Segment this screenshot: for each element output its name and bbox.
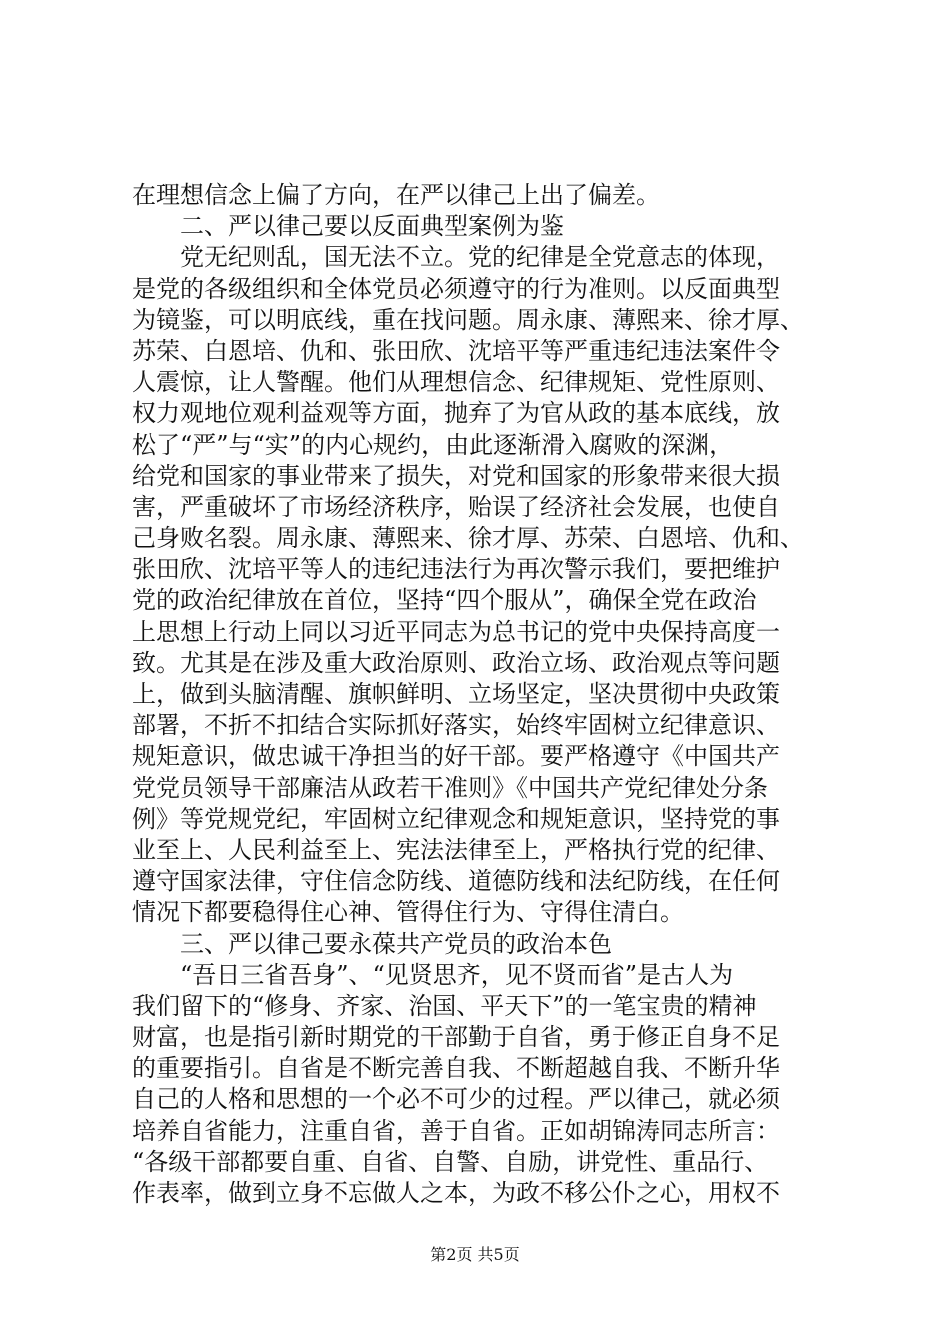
text-line: “吾日三省吾身”、“见贤思齐，见不贤而省”是古人为 — [132, 960, 734, 989]
text-line: 党无纪则乱，国无法不立。党的纪律是全党意志的体现， — [132, 243, 780, 272]
text-line: 松了“严”与“实”的内心规约，由此逐渐滑入腐败的深渊， — [132, 430, 734, 459]
text-line: 作表率，做到立身不忘做人之本，为政不移公仆之心，用权不 — [132, 1179, 780, 1207]
page-footer — [0, 1242, 950, 1265]
text-line: 是党的各级组织和全体党员必须遵守的行为准则。以反面典型 — [132, 274, 780, 303]
text-line: 权力观地位观利益观等方面，抛弃了为官从政的基本底线，放 — [132, 399, 780, 428]
text-line: 苏荣、白恩培、仇和、张田欣、沈培平等严重违纪违法案件令 — [132, 336, 780, 365]
text-line: 党的政治纪律放在首位，坚持“四个服从”，确保全党在政治 — [132, 586, 757, 615]
text-line: 致。尤其是在涉及重大政治原则、政治立场、政治观点等问题 — [132, 648, 780, 677]
text-line: 上，做到头脑清醒、旗帜鲜明、立场坚定，坚决贯彻中央政策 — [132, 680, 780, 708]
document-body — [132, 180, 822, 1209]
text-line: 张田欣、沈培平等人的违纪违法行为再次警示我们，要把维护 — [132, 555, 780, 584]
text-line: 情况下都要稳得住心神、管得住行为、守得住清白。 — [132, 898, 684, 927]
text-line: 部署，不折不扣结合实际抓好落实，始终牢固树立纪律意识、 — [132, 711, 780, 740]
text-line: 害，严重破坏了市场经济秩序，贻误了经济社会发展，也使自 — [132, 492, 780, 521]
text-line: 己身败名裂。周永康、薄熙来、徐才厚、苏荣、白恩培、仇和、 — [132, 524, 804, 553]
text-line: 党党员领导干部廉洁从政若干准则》《中国共产党纪律处分条 — [132, 773, 768, 802]
text-line: 人震惊，让人警醒。他们从理想信念、纪律规矩、党性原则、 — [132, 368, 780, 397]
text-line: 例》等党规党纪，牢固树立纪律观念和规矩意识，坚持党的事 — [132, 804, 780, 833]
text-line: “各级干部都要自重、自省、自警、自励，讲党性、重品行、 — [132, 1147, 769, 1176]
text-line: 业至上、人民利益至上、宪法法律至上，严格执行党的纪律、 — [132, 835, 780, 864]
text-line: 遵守国家法律，守住信念防线、道德防线和法纪防线，在任何 — [132, 867, 780, 896]
text-line: 规矩意识，做忠诚干净担当的好干部。要严格遵守《中国共产 — [132, 742, 780, 771]
section-heading-2: 二、严以律己要以反面典型案例为鉴 — [132, 212, 564, 241]
text-line: 财富，也是指引新时期党的干部勤于自省，勇于修正自身不足 — [132, 1023, 780, 1052]
text-line: 上思想上行动上同以习近平同志为总书记的党中央保持高度一 — [132, 617, 780, 646]
text-line: 自己的人格和思想的一个必不可少的过程。严以律己，就必须 — [132, 1085, 780, 1114]
page-number: 第2页 共5页 — [430, 1245, 520, 1264]
text-line: 给党和国家的事业带来了损失，对党和国家的形象带来很大损 — [132, 461, 780, 490]
text-line: 为镜鉴，可以明底线，重在找问题。周永康、薄熙来、徐才厚、 — [132, 305, 804, 334]
section-heading-3: 三、严以律己要永葆共产党员的政治本色 — [132, 929, 612, 958]
text-line: 培养自省能力，注重自省，善于自省。正如胡锦涛同志所言： — [132, 1116, 780, 1145]
text-line: 我们留下的“修身、齐家、治国、平天下”的一笔宝贵的精神 — [132, 991, 757, 1020]
text-line: 在理想信念上偏了方向，在严以律己上出了偏差。 — [132, 181, 660, 209]
text-line: 的重要指引。自省是不断完善自我、不断超越自我、不断升华 — [132, 1054, 780, 1083]
